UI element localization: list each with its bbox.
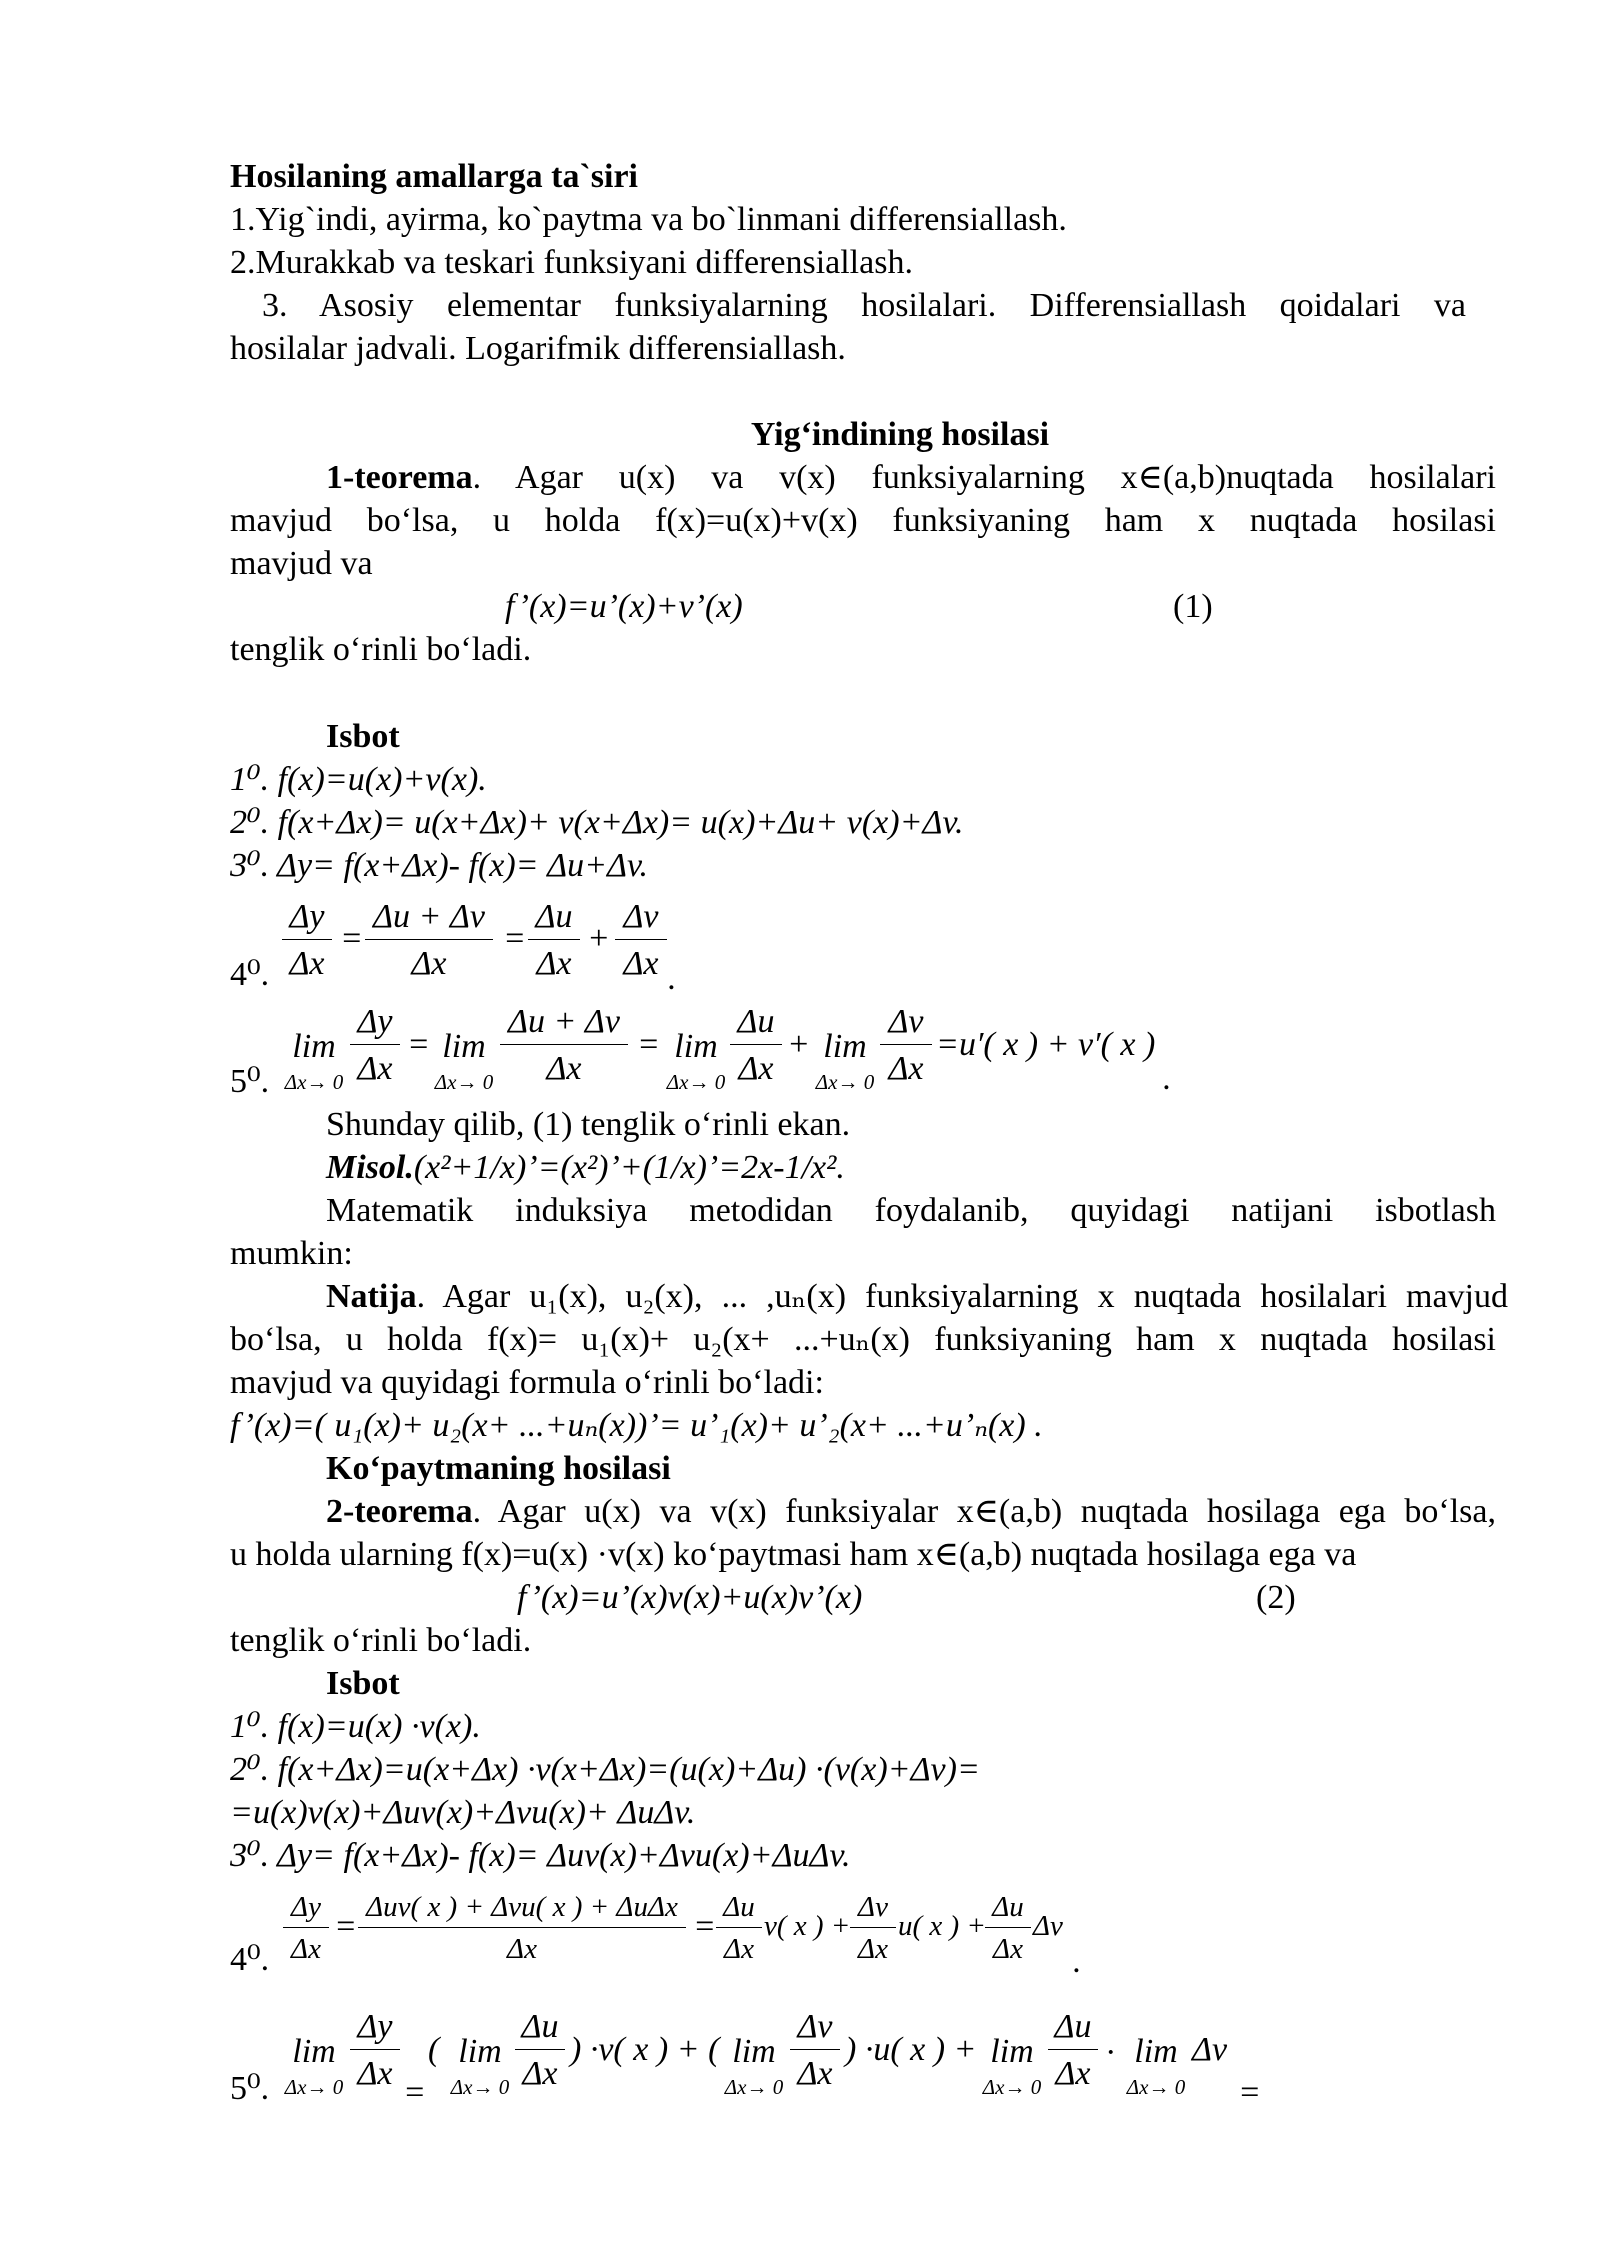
limit-operator: lim Δx→ 0 bbox=[1126, 2033, 1186, 2099]
fraction-dy-dx: Δy Δx bbox=[283, 1893, 329, 1964]
open-paren: ( bbox=[428, 2031, 440, 2068]
proof-2-step-2b: =u(x)v(x)+Δuv(x)+Δvu(x)+ ΔuΔv. bbox=[230, 1794, 696, 1831]
fraction-dv-dx: Δv Δx bbox=[615, 900, 667, 981]
period: . bbox=[1163, 1060, 1172, 1097]
equals-sign: = bbox=[503, 920, 526, 957]
fraction-product-increment: Δuv( x ) + Δvu( x ) + ΔuΔx Δx bbox=[358, 1893, 686, 1964]
example-text: (x²+1/x)’=(x²)’+(1/x)’=2x-1/x². bbox=[413, 1149, 845, 1186]
term-dv: Δv bbox=[1192, 2031, 1228, 2068]
section-heading-sum: Yig‘indining hosilasi bbox=[750, 416, 1050, 453]
proof-1-step-2: 2⁰. f(x+Δx)= u(x+Δx)+ v(x+Δx)= u(x)+Δu+ v(x)+Δv. bbox=[230, 804, 964, 841]
fraction-du-plus-dv-over-dx: Δu + Δv Δx bbox=[500, 1005, 628, 1086]
proof-1-label: Isbot bbox=[326, 718, 400, 755]
term-dv: Δv bbox=[1033, 1910, 1063, 1942]
topic-item-3-line1: 3. Asosiy elementar funksiyalarning hosilalari. Differensiallash qoidalari va bbox=[262, 287, 1466, 324]
theorem-1-line3: mavjud va bbox=[230, 545, 373, 582]
theorem-1-text: . Agar u(x) va v(x) funksiyalarning x∈(a,b)nuqtada hosilalari bbox=[472, 459, 1496, 496]
corollary-line-2: bo‘lsa, u holda f(x)= u₁(x)+ u₂(x+ ...+uₙ(x) funksiyaning ham x nuqtada hosilasi bbox=[230, 1321, 1496, 1358]
proof-2-step-1: 1⁰. f(x)=u(x) ·v(x). bbox=[230, 1708, 481, 1745]
theorem-1-line1 bbox=[326, 461, 1496, 495]
corollary-line-3: mavjud va quyidagi formula o‘rinli bo‘ladi: bbox=[230, 1364, 824, 1401]
proof-2-step-2: 2⁰. f(x+Δx)=u(x+Δx) ·v(x+Δx)=(u(x)+Δu) ·(v(x)+Δv)= bbox=[230, 1751, 980, 1788]
limit-operator: lim Δx→ 0 bbox=[982, 2033, 1042, 2099]
induction-line-1: Matematik induksiya metodidan foydalanib, quyidagi natijani isbotlash bbox=[326, 1192, 1496, 1229]
equals-sign: = bbox=[334, 1908, 357, 1945]
formula-1-number: (1) bbox=[1173, 588, 1213, 625]
limit-operator: lim Δx→ 0 bbox=[815, 1028, 875, 1094]
corollary-label: Natija bbox=[326, 1278, 417, 1315]
theorem-1-line2: mavjud bo‘lsa, u holda f(x)=u(x)+v(x) funksiyaning ham x nuqtada hosilasi bbox=[230, 502, 1496, 539]
formula-2-remark: tenglik o‘rinli bo‘ladi. bbox=[230, 1622, 532, 1659]
example bbox=[326, 1151, 845, 1185]
topic-item-3-line2: hosilalar jadvali. Logarifmik differensiallash. bbox=[230, 330, 846, 367]
limit-operator: lim Δx→ 0 bbox=[284, 2033, 344, 2099]
limit-operator: lim Δx→ 0 bbox=[284, 1028, 344, 1094]
theorem-2-label: 2-teorema bbox=[326, 1493, 473, 1530]
formula-1-remark: tenglik o‘rinli bo‘ladi. bbox=[230, 631, 532, 668]
proof-2-step-5-label: 5⁰. bbox=[230, 2070, 270, 2107]
proof-2-label: Isbot bbox=[326, 1665, 400, 1702]
fraction-du-dx: Δu Δx bbox=[1048, 2010, 1098, 2091]
topic-item-2: 2.Murakkab va teskari funksiyani differensiallash. bbox=[230, 244, 913, 281]
limit-operator: lim Δx→ 0 bbox=[724, 2033, 784, 2099]
equals-sign: = bbox=[407, 1026, 430, 1063]
proof-2-step-4-label: 4⁰. bbox=[230, 1941, 270, 1978]
topic-item-1: 1.Yig`indi, ayirma, ko`paytma va bo`linmani differensiallash. bbox=[230, 201, 1067, 238]
conclusion-1: Shunday qilib, (1) tenglik o‘rinli ekan. bbox=[326, 1106, 851, 1143]
proof-1-step-4-label: 4⁰. bbox=[230, 956, 270, 993]
fraction-du-dx: Δu Δx bbox=[716, 1893, 762, 1964]
term-times-u: ) ·u( x ) + bbox=[845, 2031, 977, 2068]
theorem-2-text: . Agar u(x) va v(x) funksiyalar x∈(a,b) nuqtada hosilaga ega bo‘lsa, bbox=[472, 1493, 1496, 1530]
proof-1-step-3: 3⁰. Δy= f(x+Δx)- f(x)= Δu+Δv. bbox=[230, 847, 649, 884]
trailing-equals: = bbox=[1238, 2074, 1261, 2111]
formula-2: f’(x)=u’(x)v(x)+u(x)v’(x) bbox=[517, 1579, 863, 1616]
corollary-formula: f’(x)=( u₁(x)+ u₂(x+ ...+uₙ(x))’= u’₁(x)+ u’₂(x+ ...+u’ₙ(x) . bbox=[230, 1407, 1043, 1444]
term-times-v: ) ·v( x ) + ( bbox=[570, 2031, 720, 2068]
example-label: Misol. bbox=[326, 1149, 414, 1186]
period: . bbox=[1073, 1943, 1082, 1980]
limit-operator: lim Δx→ 0 bbox=[450, 2033, 510, 2099]
proof-1-step-1: 1⁰. f(x)=u(x)+v(x). bbox=[230, 761, 487, 798]
fraction-dy-dx: Δy Δx bbox=[282, 900, 332, 981]
formula-2-number: (2) bbox=[1256, 1579, 1296, 1616]
fraction-dv-dx: Δv Δx bbox=[850, 1893, 896, 1964]
induction-line-2: mumkin: bbox=[230, 1235, 353, 1272]
theorem-1-label: 1-teorema bbox=[326, 459, 473, 496]
fraction-dv-dx: Δv Δx bbox=[790, 2010, 840, 2091]
section-title: Hosilaning amallarga ta`siri bbox=[230, 158, 638, 195]
equals-sign: = bbox=[403, 2074, 426, 2111]
proof-2-step-3: 3⁰. Δy= f(x+Δx)- f(x)= Δuv(x)+Δvu(x)+ΔuΔv. bbox=[230, 1837, 851, 1874]
plus-sign: + bbox=[787, 1026, 810, 1063]
formula-1: f’(x)=u’(x)+v’(x) bbox=[505, 588, 743, 625]
fraction-du-dx: Δu Δx bbox=[515, 2010, 565, 2091]
limit-operator: lim Δx→ 0 bbox=[434, 1028, 494, 1094]
term-v-of-x: v( x ) + bbox=[764, 1910, 851, 1942]
fraction-du-plus-dv-over-dx: Δu + Δv Δx bbox=[365, 900, 493, 981]
limit-result: =u′( x ) + v′( x ) bbox=[936, 1026, 1156, 1063]
equals-sign: = bbox=[340, 920, 363, 957]
limit-operator: lim Δx→ 0 bbox=[666, 1028, 726, 1094]
equals-sign: = bbox=[693, 1908, 716, 1945]
plus-sign: + bbox=[587, 920, 610, 957]
corollary-line-1 bbox=[326, 1280, 1508, 1314]
fraction-du-dx: Δu Δx bbox=[730, 1005, 782, 1086]
section-heading-product: Ko‘paytmaning hosilasi bbox=[326, 1450, 671, 1487]
proof-1-step-5-label: 5⁰. bbox=[230, 1063, 270, 1100]
fraction-du-dx: Δu Δx bbox=[528, 900, 580, 981]
period: . bbox=[668, 960, 677, 997]
term-u-of-x: u( x ) + bbox=[898, 1910, 987, 1942]
multiply-dot: · bbox=[1106, 2034, 1115, 2071]
fraction-dy-dx: Δy Δx bbox=[350, 1005, 400, 1086]
theorem-2-line2: u holda ularning f(x)=u(x) ·v(x) ko‘paytmasi ham x∈(a,b) nuqtada hosilaga ega va bbox=[230, 1536, 1357, 1573]
fraction-dv-dx: Δv Δx bbox=[880, 1005, 932, 1086]
corollary-text: . Agar u₁(x), u₂(x), ... ,uₙ(x) funksiyalarning x nuqtada hosilalari mavjud bbox=[416, 1278, 1508, 1315]
equals-sign: = bbox=[637, 1026, 660, 1063]
fraction-dy-dx: Δy Δx bbox=[350, 2010, 400, 2091]
fraction-du-dx: Δu Δx bbox=[985, 1893, 1031, 1964]
theorem-2-line1 bbox=[326, 1495, 1496, 1529]
